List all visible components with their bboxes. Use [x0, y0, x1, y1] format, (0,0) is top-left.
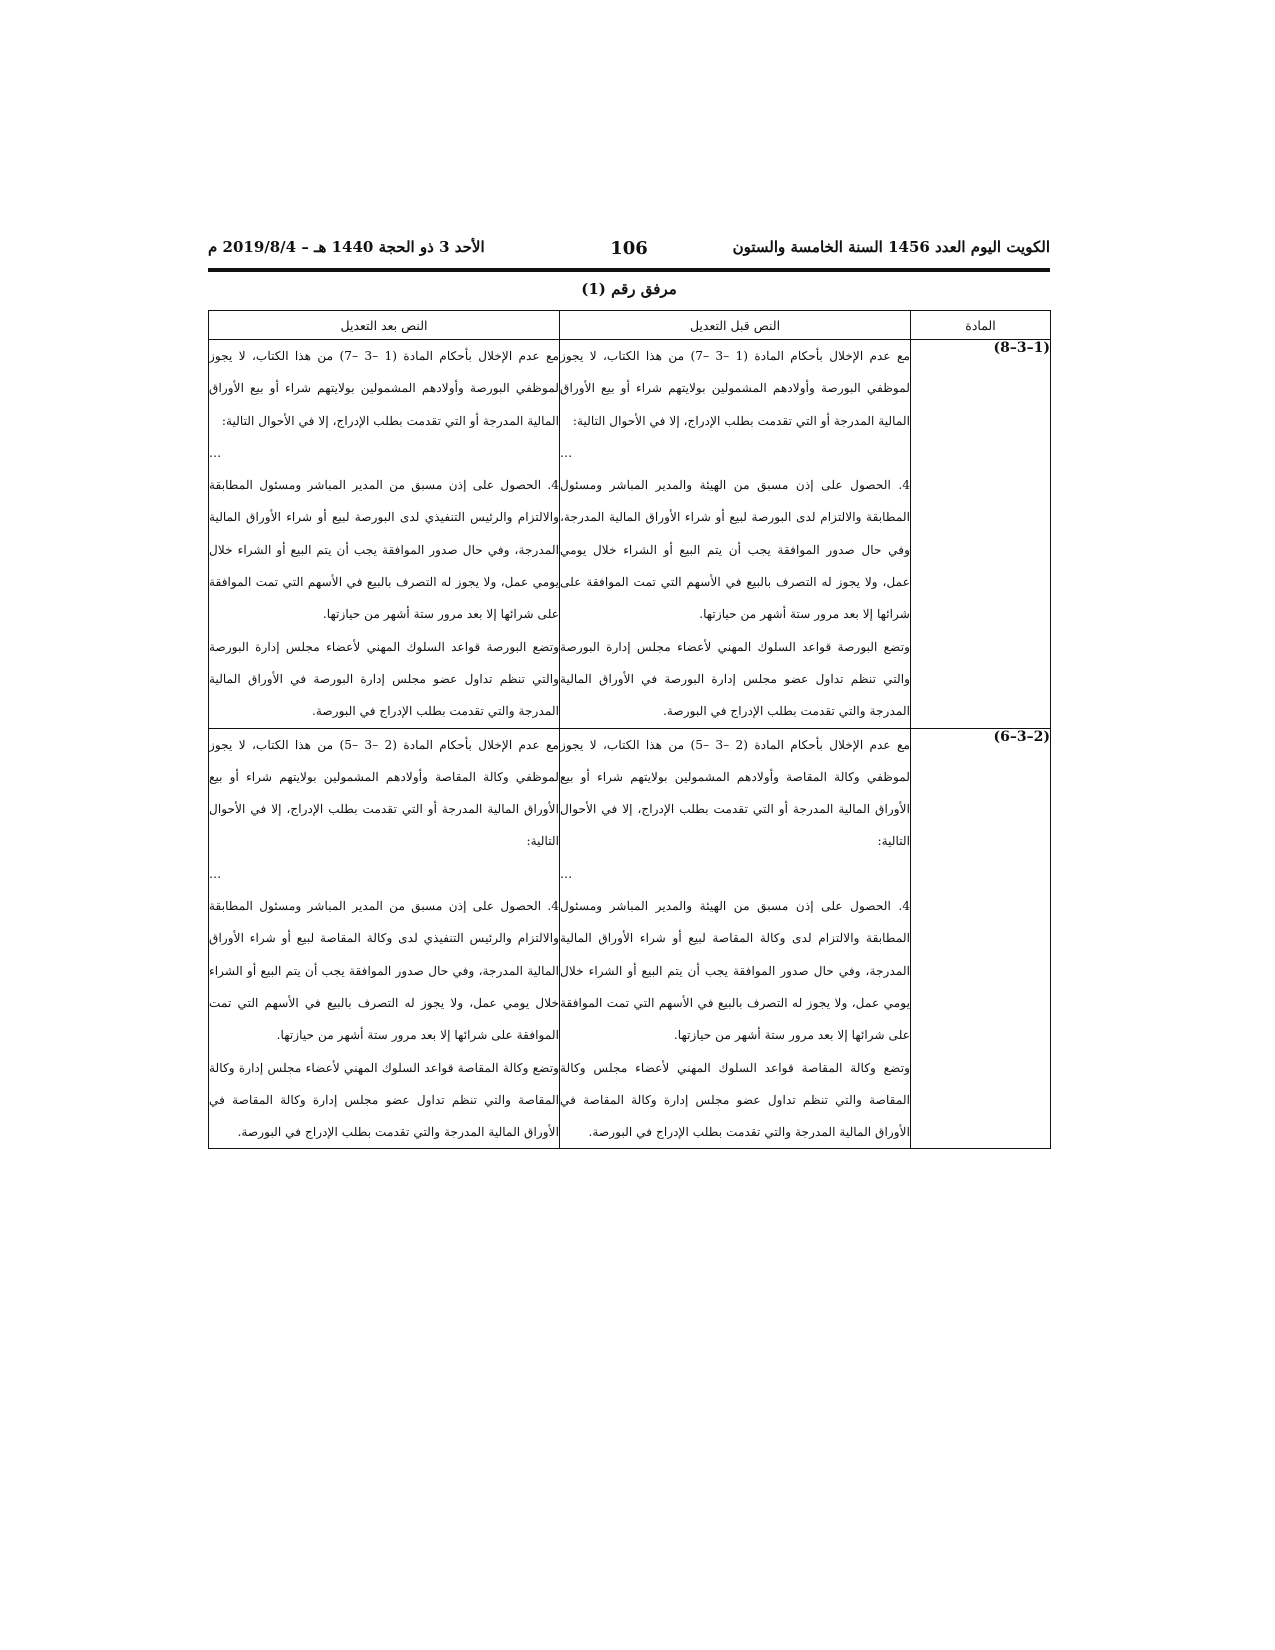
attachment-title: مرفق رقم (1)	[581, 280, 677, 298]
column-header-article: المادة	[911, 311, 1051, 340]
amendments-table	[208, 310, 1051, 1149]
table-row	[209, 728, 1051, 1149]
text-before-cell	[560, 728, 911, 1149]
column-header-before: النص قبل التعديل	[560, 311, 911, 340]
paragraph: مع عدم الإخلال بأحكام المادة (2 –3 –5) من هذا الكتاب، لا يجوز لموظفي وكالة المقاصة وأولادهم المشمولين بولايتهم شراء أو بيع الأوراق المالية المدرجة أو التي تقدمت بطلب الإدراج، إلا في الأحوال التالية:	[560, 737, 911, 849]
paragraph: مع عدم الإخلال بأحكام المادة (2 –3 –5) من هذا الكتاب، لا يجوز لموظفي وكالة المقاصة وأولادهم المشمولين بولايتهم شراء أو بيع الأوراق المالية المدرجة أو التي تقدمت بطلب الإدراج، إلا في الأحوال التالية:	[209, 737, 560, 849]
ellipsis: …	[560, 445, 573, 460]
table-header-row	[209, 311, 1051, 340]
header-rule	[208, 268, 1050, 272]
ellipsis: …	[560, 866, 573, 881]
page-number: 106	[610, 238, 648, 259]
paragraph: 4. الحصول على إذن مسبق من الهيئة والمدير المباشر ومسئول المطابقة والالتزام لدى البورصة لبيع أو شراء الأوراق المالية المدرجة، وفي حال صدور الموافقة يجب أن يتم البيع أو الشراء خلال يومي عمل، ولا يجوز له التصرف بالبيع في الأسهم التي تمت الموافقة على شرائها إلا بعد مرور ستة أشهر من حيازتها.	[560, 478, 910, 622]
ellipsis: …	[209, 866, 222, 881]
paragraph: وتضع البورصة قواعد السلوك المهني لأعضاء مجلس إدارة البورصة والتي تنظم تداول عضو مجلس إدارة البورصة في الأوراق المالية المدرجة والتي تقدمت بطلب الإدراج في البورصة.	[560, 639, 910, 719]
column-header-after: النص بعد التعديل	[209, 311, 560, 340]
issue-date: الأحد 3 ذو الحجة 1440 هـ – 2019/8/4 م	[208, 238, 485, 256]
article-number: (2–3–6)	[911, 728, 1051, 1149]
table-row	[209, 340, 1051, 729]
paragraph: وتضع البورصة قواعد السلوك المهني لأعضاء مجلس إدارة البورصة والتي تنظم تداول عضو مجلس إدارة البورصة في الأوراق المالية المدرجة والتي تقدمت بطلب الإدراج في البورصة.	[209, 639, 559, 719]
paragraph: مع عدم الإخلال بأحكام المادة (1 –3 –7) من هذا الكتاب، لا يجوز لموظفي البورصة وأولادهم المشمولين بولايتهم شراء أو بيع الأوراق المالية المدرجة أو التي تقدمت بطلب الإدراج، إلا في الأحوال التالية:	[560, 349, 911, 428]
page-header	[208, 238, 1050, 268]
paragraph: وتضع وكالة المقاصة قواعد السلوك المهني لأعضاء مجلس إدارة وكالة المقاصة والتي تنظم تداول عضو مجلس إدارة وكالة المقاصة في الأوراق المالية المدرجة والتي تقدمت بطلب الإدراج في البورصة.	[209, 1060, 559, 1140]
text-before-cell	[560, 340, 911, 729]
paragraph: 4. الحصول على إذن مسبق من الهيئة والمدير المباشر ومسئول المطابقة والالتزام لدى وكالة المقاصة لبيع أو شراء الأوراق المالية المدرجة، وفي حال صدور الموافقة يجب أن يتم البيع أو الشراء خلال يومي عمل، ولا يجوز له التصرف بالبيع في الأسهم التي تمت الموافقة على شرائها إلا بعد مرور ستة أشهر من حيازتها.	[560, 899, 910, 1043]
text-after-cell	[209, 728, 560, 1149]
gazette-issue-info: الكويت اليوم العدد 1456 السنة الخامسة والستون	[732, 238, 1050, 256]
paragraph: وتضع وكالة المقاصة قواعد السلوك المهني لأعضاء مجلس وكالة المقاصة والتي تنظم تداول عضو مجلس إدارة وكالة المقاصة في الأوراق المالية المدرجة والتي تقدمت بطلب الإدراج في البورصة.	[560, 1060, 910, 1140]
paragraph: 4. الحصول على إذن مسبق من المدير المباشر ومسئول المطابقة والالتزام والرئيس التنفيذي لدى البورصة لبيع أو شراء الأوراق المالية المدرجة، وفي حال صدور الموافقة يجب أن يتم البيع أو الشراء خلال يومي عمل، ولا يجوز له التصرف بالبيع في الأسهم التي تمت الموافقة على شرائها إلا بعد مرور ستة أشهر من حيازتها.	[209, 478, 559, 622]
text-after-cell	[209, 340, 560, 729]
paragraph: 4. الحصول على إذن مسبق من المدير المباشر ومسئول المطابقة والالتزام والرئيس التنفيذي لدى وكالة المقاصة لبيع أو شراء الأوراق المالية المدرجة، وفي حال صدور الموافقة يجب أن يتم البيع أو الشراء خلال يومي عمل، ولا يجوز له التصرف بالبيع في الأسهم التي تمت الموافقة على شرائها إلا بعد مرور ستة أشهر من حيازتها.	[209, 899, 559, 1043]
ellipsis: …	[209, 445, 222, 460]
article-number: (1–3–8)	[911, 340, 1051, 729]
paragraph: مع عدم الإخلال بأحكام المادة (1 –3 –7) من هذا الكتاب، لا يجوز لموظفي البورصة وأولادهم المشمولين بولايتهم شراء أو بيع الأوراق المالية المدرجة أو التي تقدمت بطلب الإدراج، إلا في الأحوال التالية:	[209, 349, 560, 428]
